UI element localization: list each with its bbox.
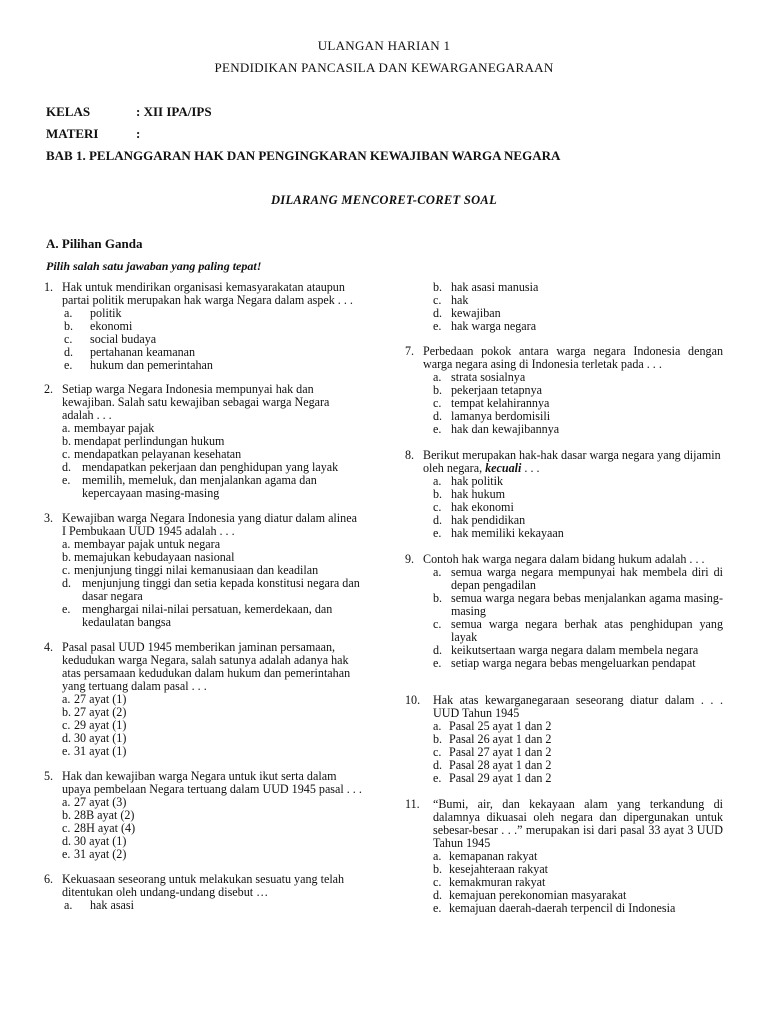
option-text: pertahanan keamanan (90, 345, 196, 359)
option-e[interactable] (423, 527, 723, 540)
option-key: c. (62, 563, 71, 577)
question-number: 9. (405, 552, 415, 566)
option-text: hak asasi (90, 898, 134, 912)
question-6-continued-options (423, 281, 723, 333)
option-e[interactable] (62, 848, 362, 861)
option-d[interactable] (62, 577, 362, 603)
question-number: 1. (44, 280, 54, 294)
option-key: e. (62, 473, 71, 487)
option-text: Pasal 28 ayat 1 dan 2 (449, 758, 552, 772)
question-emphasis: kecuali (485, 461, 522, 475)
question-text-part: . . . (521, 461, 540, 475)
question-4 (44, 641, 362, 758)
question-10 (405, 694, 723, 785)
option-key: e. (62, 847, 71, 861)
question-number: 10. (405, 693, 421, 707)
option-e[interactable] (433, 902, 723, 915)
option-key: b. (64, 319, 74, 333)
option-key: b. (433, 383, 443, 397)
option-text: 28B ayat (2) (74, 808, 135, 822)
option-list (62, 693, 362, 758)
option-key: c. (62, 718, 71, 732)
option-text: mendapatkan pelayanan kesehatan (74, 447, 242, 461)
option-b[interactable] (423, 592, 723, 618)
option-list (423, 371, 723, 436)
option-text: kemajuan daerah-daerah terpencil di Indonesia (449, 901, 676, 915)
option-key: c. (433, 875, 442, 889)
option-text: mendapat perlindungan hukum (74, 434, 225, 448)
option-text: menjunjung tinggi dan setia kepada konstitusi negara dan dasar negara (82, 576, 360, 603)
option-key: c. (433, 745, 442, 759)
instruction-text: Pilih salah satu jawaban yang paling tepat! (46, 259, 262, 273)
option-text: keikutsertaan warga negara dalam membela negara (451, 643, 699, 657)
question-number: 8. (405, 448, 415, 462)
question-text-part: Berikut merupakan hak-hak dasar warga negara yang dijamin oleh negara, (423, 448, 721, 475)
option-text: semua warga negara mempunyai hak membela diri di depan pengadilan (451, 565, 723, 592)
option-text: 30 ayat (1) (74, 834, 127, 848)
option-text: ekonomi (90, 319, 133, 333)
option-key: c. (62, 821, 71, 835)
option-text: social budaya (90, 332, 157, 346)
option-text: hak asasi manusia (451, 280, 539, 294)
materi-row (46, 126, 140, 142)
option-key: d. (433, 643, 443, 657)
option-key: a. (64, 898, 73, 912)
option-text: kemapanan rakyat (449, 849, 538, 863)
option-key: e. (62, 744, 71, 758)
option-text: membayar pajak (74, 421, 155, 435)
option-key: e. (433, 771, 442, 785)
option-text: hak ekonomi (451, 500, 514, 514)
option-list (62, 538, 362, 629)
option-key: e. (62, 602, 71, 616)
option-key: a. (433, 474, 442, 488)
option-key: c. (433, 396, 442, 410)
option-key: b. (433, 280, 443, 294)
option-text: 27 ayat (2) (74, 705, 127, 719)
option-text: 31 ayat (1) (74, 744, 127, 758)
question-text: Setiap warga Negara Indonesia mempunyai hak dan kewajiban. Salah satu kewajiban sebagai warga Negara adalah . . . (62, 382, 330, 422)
option-text: Pasal 27 ayat 1 dan 2 (449, 745, 552, 759)
question-text: “Bumi, air, dan kekayaan alam yang terkandung di dalamnya dikuasai oleh negara dan dipergunakan untuk sebesar-besar . . .” merupakan isi dari pasal 33 ayat 3 UUD Tahun 1945 (433, 797, 723, 850)
option-e[interactable] (423, 320, 723, 333)
right-column (405, 281, 723, 915)
option-key: b. (62, 808, 72, 822)
option-text: hukum dan pemerintahan (90, 358, 213, 372)
option-e[interactable] (423, 657, 723, 670)
question-9 (405, 553, 723, 670)
option-text: mendapatkan pekerjaan dan penghidupan yang layak (82, 460, 339, 474)
option-text: hak warga negara (451, 319, 537, 333)
option-key: b. (433, 487, 443, 501)
question-number: 2. (44, 382, 54, 396)
option-text: pekerjaan tetapnya (451, 383, 542, 397)
question-11 (405, 798, 723, 915)
option-e[interactable] (423, 423, 723, 436)
option-text: menghargai nilai-nilai persatuan, kemerdekaan, dan kedaulatan bangsa (82, 602, 333, 629)
option-key: b. (433, 591, 443, 605)
option-list (423, 475, 723, 540)
option-text: 27 ayat (1) (74, 692, 127, 706)
option-list (433, 850, 723, 915)
option-text: kemajuan perekonomian masyarakat (449, 888, 627, 902)
option-c[interactable] (423, 618, 723, 644)
option-key: e. (433, 422, 442, 436)
option-text: Pasal 26 ayat 1 dan 2 (449, 732, 552, 746)
option-list (62, 422, 362, 500)
option-text: tempat kelahirannya (451, 396, 550, 410)
question-number: 3. (44, 511, 54, 525)
exam-title: ULANGAN HARIAN 1 (317, 38, 451, 53)
option-key: b. (62, 705, 72, 719)
question-text: Perbedaan pokok antara warga negara Indonesia dengan warga negara asing di Indonesia terletak pada . . . (423, 344, 723, 371)
option-text: semua warga negara berhak atas penghidupan yang layak (451, 617, 723, 644)
exam-subject: PENDIDIKAN PANCASILA DAN KEWARGANEGARAAN (214, 60, 554, 75)
question-6 (44, 873, 362, 912)
option-key: d. (433, 758, 443, 772)
question-text: Hak atas kewarganegaraan seseorang diatur dalam . . . UUD Tahun 1945 (433, 693, 723, 720)
option-key: a. (64, 306, 73, 320)
option-key: d. (62, 576, 72, 590)
option-text: hak (451, 293, 469, 307)
option-key: a. (62, 795, 71, 809)
option-text: hak pendidikan (451, 513, 526, 527)
option-text: memajukan kebudayaan nasional (74, 550, 235, 564)
option-list (423, 566, 723, 670)
option-text: membayar pajak untuk negara (74, 537, 221, 551)
option-key: a. (433, 565, 442, 579)
option-text: menjunjung tinggi nilai kemanusiaan dan keadilan (74, 563, 319, 577)
option-text: Pasal 25 ayat 1 dan 2 (449, 719, 552, 733)
question-number: 11. (405, 797, 420, 811)
kelas-label: KELAS (46, 104, 91, 119)
question-text (423, 449, 723, 475)
option-key: d. (62, 731, 72, 745)
option-text: kesejahteraan rakyat (449, 862, 549, 876)
section-title: A. Pilihan Ganda (46, 236, 143, 251)
option-key: c. (62, 447, 71, 461)
question-text: Hak untuk mendirikan organisasi kemasyarakatan ataupun partai politik merupakan hak warga Negara dalam aspek . . . (62, 280, 353, 307)
option-e[interactable] (62, 359, 362, 372)
option-key: c. (433, 293, 442, 307)
question-text: Contoh hak warga negara dalam bidang hukum adalah . . . (423, 552, 705, 566)
question-5 (44, 770, 362, 861)
option-text: 28H ayat (4) (74, 821, 136, 835)
option-list (433, 720, 723, 785)
option-key: d. (62, 460, 72, 474)
question-1 (44, 281, 362, 372)
option-key: a. (62, 537, 71, 551)
question-8 (405, 449, 723, 540)
option-text: hak hukum (451, 487, 506, 501)
option-e[interactable] (62, 745, 362, 758)
option-key: a. (433, 719, 442, 733)
option-key: a. (62, 692, 71, 706)
option-key: b. (433, 862, 443, 876)
option-text: kemakmuran rakyat (449, 875, 546, 889)
warning-text: DILARANG MENCORET-CORET SOAL (270, 193, 498, 207)
kelas-row (46, 104, 212, 120)
option-key: a. (62, 421, 71, 435)
question-number: 5. (44, 769, 54, 783)
option-key: e. (433, 319, 442, 333)
option-text: lamanya berdomisili (451, 409, 551, 423)
option-text: 30 ayat (1) (74, 731, 127, 745)
option-list (62, 307, 362, 372)
option-key: c. (433, 500, 442, 514)
question-text: Kewajiban warga Negara Indonesia yang diatur dalam alinea I Pembukaan UUD 1945 adalah . . . (62, 511, 357, 538)
option-text: semua warga negara bebas menjalankan agama masing-masing (451, 591, 723, 618)
option-key: d. (62, 834, 72, 848)
option-text: hak dan kewajibannya (451, 422, 560, 436)
question-number: 6. (44, 872, 54, 886)
bab-title: BAB 1. PELANGGARAN HAK DAN PENGINGKARAN KEWAJIBAN WARGA NEGARA (46, 148, 561, 163)
option-text: 29 ayat (1) (74, 718, 127, 732)
option-key: a. (433, 849, 442, 863)
option-key: d. (64, 345, 74, 359)
option-key: e. (433, 656, 442, 670)
left-column (44, 281, 362, 912)
option-text: setiap warga negara bebas mengeluarkan pendapat (451, 656, 696, 670)
option-text: strata sosialnya (451, 370, 526, 384)
option-text: 27 ayat (3) (74, 795, 127, 809)
option-key: d. (433, 409, 443, 423)
option-e[interactable] (62, 474, 362, 500)
kelas-value: : XII IPA/IPS (136, 104, 212, 119)
option-key: d. (433, 513, 443, 527)
option-text: politik (90, 306, 122, 320)
option-text: 31 ayat (2) (74, 847, 127, 861)
question-3 (44, 512, 362, 629)
option-a[interactable] (423, 566, 723, 592)
materi-value: : (136, 126, 141, 141)
option-e[interactable] (433, 772, 723, 785)
option-a[interactable] (62, 899, 362, 912)
question-7 (405, 345, 723, 436)
option-key: e. (433, 901, 442, 915)
question-number: 4. (44, 640, 54, 654)
option-key: d. (433, 306, 443, 320)
materi-label: MATERI (46, 126, 99, 141)
option-key: d. (433, 888, 443, 902)
option-key: c. (64, 332, 73, 346)
option-key: a. (433, 370, 442, 384)
question-text: Pasal pasal UUD 1945 memberikan jaminan persamaan, kedudukan warga Negara, salah satunya adalah adanya hak atas persamaan kedudukan dalam hukum dan pemerintahan yang tertuang dalam pasal . . . (62, 640, 351, 693)
option-key: e. (433, 526, 442, 540)
question-number: 7. (405, 344, 415, 358)
question-text: Kekuasaan seseorang untuk melakukan sesuatu yang telah ditentukan oleh undang-undang disebut … (62, 872, 345, 899)
option-key: e. (64, 358, 73, 372)
option-text: Pasal 29 ayat 1 dan 2 (449, 771, 552, 785)
option-text: hak memiliki kekayaan (451, 526, 564, 540)
option-text: memilih, memeluk, dan menjalankan agama dan kepercayaan masing-masing (82, 473, 317, 500)
option-text: kewajiban (451, 306, 501, 320)
option-text: hak politik (451, 474, 504, 488)
question-text: Hak dan kewajiban warga Negara untuk ikut serta dalam upaya pembelaan Negara tertuang dalam UUD 1945 pasal . . . (62, 769, 362, 796)
question-2 (44, 383, 362, 500)
option-list (62, 899, 362, 912)
option-key: b. (62, 434, 72, 448)
option-key: c. (433, 617, 442, 631)
option-list (62, 796, 362, 861)
option-e[interactable] (62, 603, 362, 629)
option-key: b. (433, 732, 443, 746)
option-key: b. (62, 550, 72, 564)
